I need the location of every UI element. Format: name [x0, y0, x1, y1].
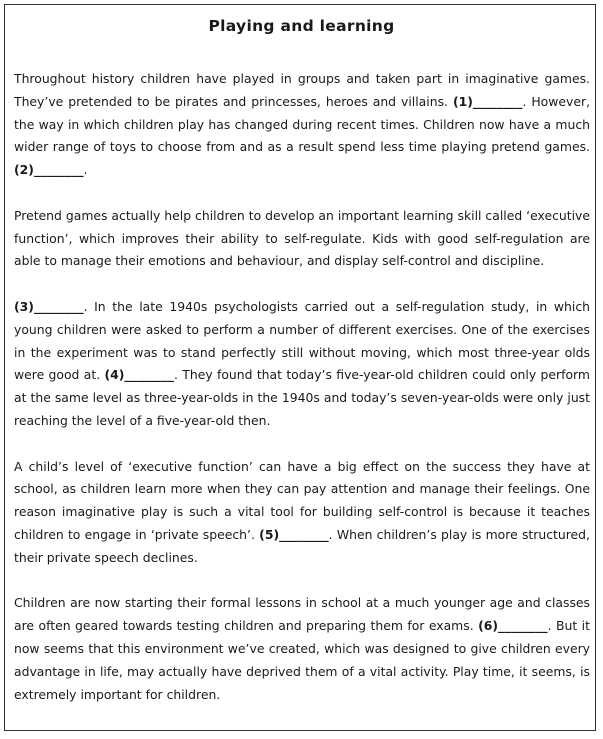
reading-passage	[14, 68, 590, 706]
gap-3-blank: (3)________	[14, 298, 84, 314]
paragraph-text: . But it now seems that this environment we’ve created, which was designed to give children every advantage in life, may actually have deprived them of a vital activity. Play time, it seems, is extremely important for children.	[14, 618, 590, 702]
paragraph-text: . However, the way in which children play has changed during recent times. Children now have a much wider range of toys to choose from and as a result spend less time playing pretend games.	[14, 93, 591, 155]
paragraph-text: Throughout history children have played in groups and taken part in imaginative games. They’ve pretended to be pirates and princesses, heroes and villains.	[14, 71, 590, 109]
paragraph-4	[14, 456, 590, 570]
gap-5-blank: (5)________	[259, 526, 329, 542]
gap-6-blank: (6)________	[478, 618, 548, 634]
paragraph-text: . When children’s play is more structured, their private speech declines.	[14, 526, 590, 565]
paragraph-text: Pretend games actually help children to develop an important learning skill called ‘executive function’, which improves their ability to self-regulate. Kids with good self-regulation are able to manage their emotions and behaviour, and display self-control and discipline.	[14, 207, 590, 269]
paragraph-text: . In the late 1940s psychologists carried out a self-regulation study, in which young children were asked to perform a number of different exercises. One of the exercises in the experiment was to stand perfectly still without moving, which most three-year olds were good at.	[14, 298, 590, 383]
paragraph-3	[14, 296, 590, 433]
page-title: Playing and learning	[208, 17, 395, 35]
paragraph-1	[14, 68, 590, 182]
paragraph-5	[14, 592, 590, 706]
paragraph-2	[14, 205, 590, 273]
paragraph-text: .	[83, 162, 88, 178]
paragraph-text: . They found that today’s five-year-old children could only perform at the same level as three-year-olds in the 1940s and today’s seven-year-olds were only just reaching the level of a five-year-old then.	[14, 367, 590, 428]
paragraph-text: Children are now starting their formal lessons in school at a much younger age and classes are often geared towards testing children and preparing them for exams.	[14, 595, 590, 634]
gap-4-blank: (4)________	[104, 367, 174, 383]
paragraph-text: A child’s level of ‘executive function’ can have a big effect on the success they have at school, as children learn more when they can pay attention and manage their feelings. One reason imaginative play is such a vital tool for building self-control is because it teaches children to engage in ‘private speech’.	[14, 458, 590, 542]
gap-2-blank: (2)________	[14, 162, 84, 178]
gap-1-blank: (1)________	[452, 93, 523, 109]
